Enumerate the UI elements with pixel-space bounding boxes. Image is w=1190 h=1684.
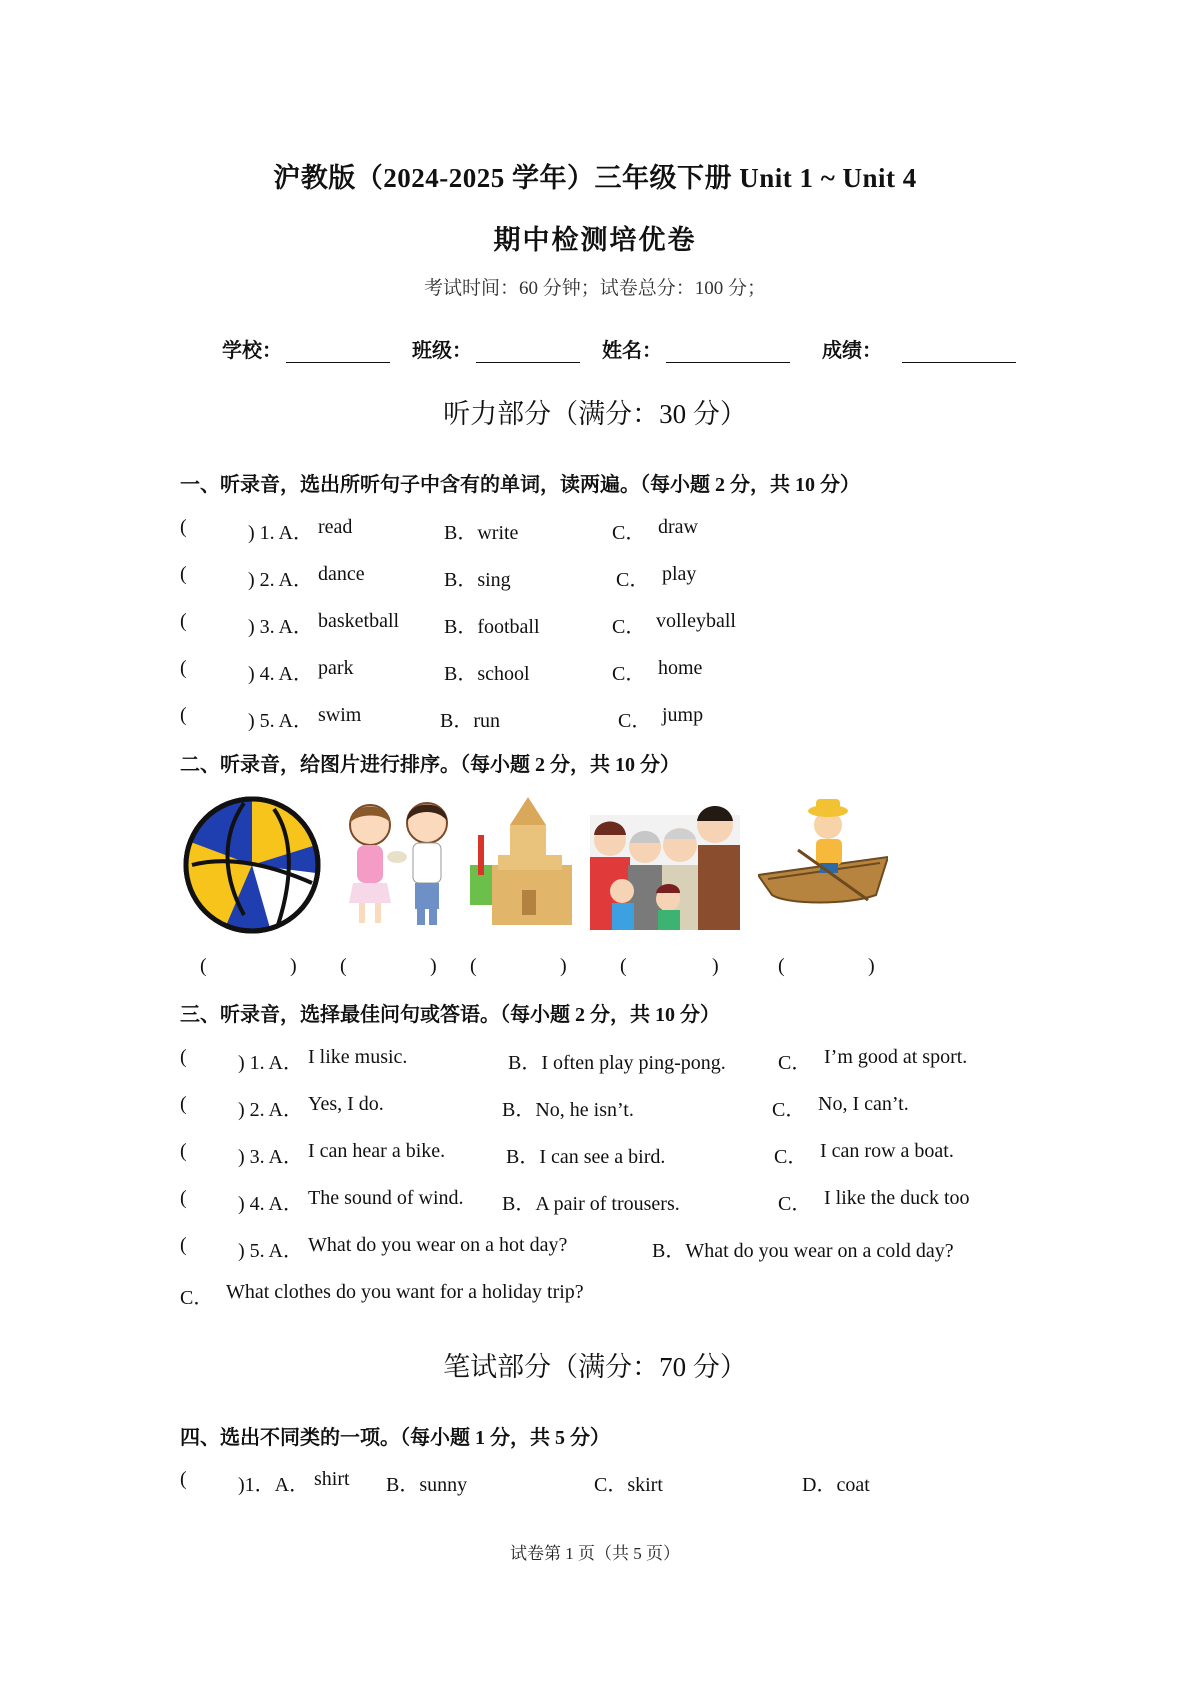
option-c-label: C． (180, 1287, 214, 1309)
option-a[interactable]: I can hear a bike. (308, 1140, 446, 1162)
answer-paren[interactable]: ( (180, 1046, 187, 1068)
option-b[interactable]: B．I often play ping-pong. (508, 1052, 726, 1074)
question-number: ) 3. A． (248, 616, 313, 638)
answer-paren[interactable]: ( (180, 1234, 187, 1256)
option-a[interactable]: dance (318, 563, 365, 585)
question-number: ) 3. A． (238, 1146, 303, 1168)
option-d[interactable]: D．coat (802, 1474, 870, 1496)
option-c-label: C． (772, 1099, 806, 1121)
name-label: 姓名： (602, 340, 662, 362)
option-a[interactable]: swim (318, 704, 362, 726)
option-c[interactable]: play (662, 563, 697, 585)
option-c-label: C． (612, 663, 646, 685)
section-2-title: 二、听录音，给图片进行排序。（每小题 2 分，共 10 分） (180, 754, 680, 776)
option-c-label: C． (778, 1052, 812, 1074)
question-number: ) 4. A． (248, 663, 313, 685)
listening-part-title: 听力部分（满分：30 分） (443, 399, 747, 429)
question-number: ) 5. A． (238, 1240, 303, 1262)
answer-paren[interactable]: ( (180, 704, 187, 726)
pic1-open-paren[interactable]: ( (200, 955, 207, 977)
option-b[interactable]: B．sunny (386, 1474, 468, 1496)
class-field[interactable] (412, 334, 580, 363)
option-c-label: C． (612, 522, 646, 544)
option-c[interactable]: No, I can’t. (818, 1093, 909, 1115)
score-label: 成绩： (822, 340, 882, 362)
option-b[interactable]: B．run (440, 710, 500, 732)
option-c-label: C． (612, 616, 646, 638)
section-1-title: 一、听录音，选出所听句子中含有的单词，读两遍。（每小题 2 分，共 10 分） (180, 474, 860, 496)
option-c-label: C． (774, 1146, 808, 1168)
volleyball-picture (182, 795, 322, 935)
option-a[interactable]: What do you wear on a hot day? (308, 1234, 568, 1256)
option-b[interactable]: B．A pair of trousers. (502, 1193, 680, 1215)
section-3-title: 三、听录音，选择最佳问句或答语。（每小题 2 分，共 10 分） (180, 1004, 720, 1026)
exam-info: 考试时间：60 分钟；试卷总分：100 分； (423, 278, 766, 299)
option-b[interactable]: B．No, he isn’t. (502, 1099, 634, 1121)
page-footer: 试卷第 1 页（共 5 页） (510, 1544, 680, 1563)
pic4-open-paren[interactable]: ( (620, 955, 627, 977)
option-c-label: C． (618, 710, 652, 732)
answer-paren[interactable]: ( (180, 1468, 187, 1490)
question-number: ) 1. A． (238, 1052, 303, 1074)
kids-talking-picture (335, 795, 465, 935)
pic2-close-paren: ) (430, 955, 437, 977)
option-b[interactable]: B．football (444, 616, 540, 638)
pic3-close-paren: ) (560, 955, 567, 977)
option-c[interactable]: I like the duck too (824, 1187, 970, 1209)
answer-paren[interactable]: ( (180, 1140, 187, 1162)
option-c[interactable]: volleyball (656, 610, 736, 632)
answer-paren[interactable]: ( (180, 516, 187, 538)
option-a[interactable]: The sound of wind. (308, 1187, 464, 1209)
family-picture (590, 795, 740, 935)
name-field[interactable] (602, 334, 790, 363)
option-c[interactable]: What clothes do you want for a holiday trip? (226, 1281, 584, 1303)
option-a[interactable]: read (318, 516, 353, 538)
question-number: ) 1. A． (248, 522, 313, 544)
option-c[interactable]: C．skirt (594, 1474, 663, 1496)
option-b[interactable]: B．What do you wear on a cold day? (652, 1240, 954, 1262)
option-c[interactable]: I’m good at sport. (824, 1046, 968, 1068)
option-b[interactable]: B．I can see a bird. (506, 1146, 666, 1168)
option-b[interactable]: B．write (444, 522, 519, 544)
option-c[interactable]: jump (662, 704, 704, 726)
answer-paren[interactable]: ( (180, 610, 187, 632)
option-a[interactable]: park (318, 657, 354, 679)
exam-title: 沪教版（2024-2025 学年）三年级下册 Unit 1 ~ Unit 4 (273, 163, 917, 193)
option-c-label: C． (778, 1193, 812, 1215)
pic5-close-paren: ) (868, 955, 875, 977)
pic2-open-paren[interactable]: ( (340, 955, 347, 977)
question-number: ) 5. A． (248, 710, 313, 732)
written-part-title: 笔试部分（满分：70 分） (443, 1352, 747, 1382)
school-field[interactable] (222, 334, 390, 363)
name-blank[interactable] (666, 342, 790, 363)
option-a[interactable]: I like music. (308, 1046, 408, 1068)
answer-paren[interactable]: ( (180, 1093, 187, 1115)
pic3-open-paren[interactable]: ( (470, 955, 477, 977)
option-c[interactable]: home (658, 657, 703, 679)
question-number: ) 2. A． (248, 569, 313, 591)
answer-paren[interactable]: ( (180, 657, 187, 679)
option-c[interactable]: I can row a boat. (820, 1140, 954, 1162)
picture-row (180, 795, 900, 935)
rowing-boat-picture (758, 795, 888, 935)
exam-subtitle: 期中检测培优卷 (493, 225, 697, 255)
option-c-label: C． (616, 569, 650, 591)
option-a[interactable]: shirt (314, 1468, 350, 1490)
pic5-open-paren[interactable]: ( (778, 955, 785, 977)
option-b[interactable]: B．sing (444, 569, 511, 591)
sandcastle-picture (470, 795, 580, 935)
section-4-title: 四、选出不同类的一项。（每小题 1 分，共 5 分） (180, 1427, 610, 1449)
score-field[interactable] (822, 334, 1016, 363)
question-number: ) 2. A． (238, 1099, 303, 1121)
option-a[interactable]: basketball (318, 610, 400, 632)
score-blank[interactable] (902, 342, 1016, 363)
option-c[interactable]: draw (658, 516, 698, 538)
class-label: 班级： (412, 340, 472, 362)
question-number: )1．A． (238, 1474, 310, 1496)
answer-paren[interactable]: ( (180, 563, 187, 585)
question-number: ) 4. A． (238, 1193, 303, 1215)
answer-paren[interactable]: ( (180, 1187, 187, 1209)
pic4-close-paren: ) (712, 955, 719, 977)
option-b[interactable]: B．school (444, 663, 530, 685)
school-blank[interactable] (286, 342, 390, 363)
option-a[interactable]: Yes, I do. (308, 1093, 384, 1115)
school-label: 学校： (222, 340, 282, 362)
class-blank[interactable] (476, 342, 580, 363)
pic1-close-paren: ) (290, 955, 297, 977)
